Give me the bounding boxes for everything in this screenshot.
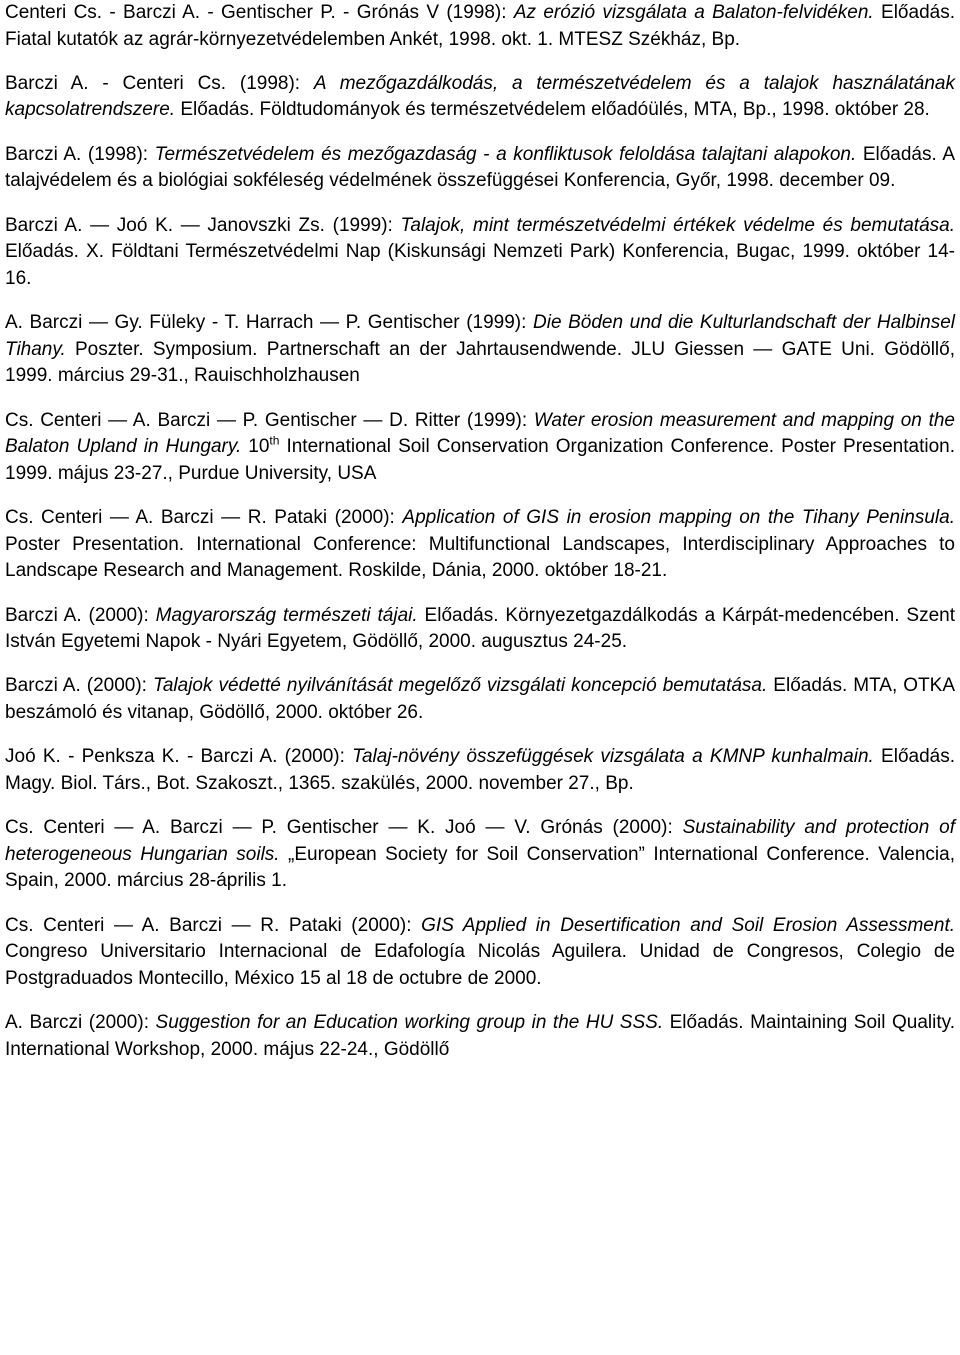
reference-entry-4 <box>5 213 955 293</box>
reference-authors: Barczi A. (2000): <box>5 675 153 697</box>
reference-entry-12 <box>5 913 955 993</box>
reference-entry-11 <box>5 815 955 895</box>
reference-details: International Soil Conservation Organization Conference. Poster Presentation. 1999. május 23-27., Purdue University, USA <box>5 436 955 484</box>
reference-title: Application of GIS in erosion mapping on the Tihany Peninsula. <box>402 507 955 529</box>
reference-authors: Joó K. - Penksza K. - Barczi A. (2000): <box>5 746 353 768</box>
reference-entry-9 <box>5 673 955 726</box>
reference-authors: Barczi A. (2000): <box>5 604 156 626</box>
reference-entry-10 <box>5 744 955 797</box>
reference-authors: Cs. Centeri ― A. Barczi ― R. Pataki (2000): <box>5 914 422 936</box>
reference-details: Előadás. A talajvédelem és a biológiai sokféleség védelmének összefüggései Konferencia, Győr, 1998. december 09. <box>5 143 955 192</box>
reference-details: Congreso Universitario Internacional de Edafología Nicolás Aguilera. Unidad de Congresos, Colegio de Postgraduados Montecillo, México 15 al 18 de octubre de 2000. <box>5 941 955 989</box>
reference-authors: Centeri Cs. - Barczi A. - Gentischer P. - Grónás V (1998): <box>5 2 514 23</box>
reference-authors: A. Barczi ― Gy. Füleky - T. Harrach ― P. Gentischer (1999): <box>5 312 534 334</box>
reference-authors: Cs. Centeri ― A. Barczi ― P. Gentischer ― D. Ritter (1999): <box>5 409 534 431</box>
reference-edition-suffix: th <box>269 433 280 448</box>
reference-entry-3 <box>5 142 955 195</box>
reference-details: Előadás. MTA, OTKA beszámoló és vitanap, Gödöllő, 2000. október 26. <box>5 675 956 723</box>
reference-entry-13 <box>5 1010 955 1063</box>
reference-details: Előadás. Környezetgazdálkodás a Kárpát-medencében. Szent István Egyetemi Napok - Nyári Egyetem, Gödöllő, 2000. augusztus 24-25. <box>5 604 955 653</box>
reference-title: Talajok, mint természetvédelmi értékek védelme és bemutatása. <box>400 214 955 236</box>
reference-title: Die Böden und die Kulturlandschaft der Halbinsel Tihany. <box>5 312 956 360</box>
reference-title: Sustainability and protection of heterogeneous Hungarian soils. <box>5 817 955 865</box>
reference-entry-5 <box>5 310 955 390</box>
reference-title: Az erózió vizsgálata a Balaton-felvidéken. <box>513 2 874 23</box>
reference-entry-2 <box>5 71 955 124</box>
reference-details: Előadás. X. Földtani Természetvédelmi Nap (Kiskunsági Nemzeti Park) Konferencia, Bugac, 1999. október 14-16. <box>5 241 955 289</box>
reference-title: Talaj-növény összefüggések vizsgálata a KMNP kunhalmain. <box>352 746 874 768</box>
reference-title: Suggestion for an Education working group in the HU SSS. <box>155 1012 664 1034</box>
reference-authors: Cs. Centeri ― A. Barczi ― R. Pataki (2000): <box>5 507 403 529</box>
reference-entry-6 <box>5 408 955 488</box>
reference-authors: Barczi A. - Centeri Cs. (1998): <box>5 72 314 94</box>
reference-entry-1 <box>5 0 955 53</box>
reference-title: Természetvédelem és mezőgazdaság - a konfliktusok feloldása talajtani alapokon. <box>154 143 857 165</box>
reference-entry-7 <box>5 505 955 585</box>
reference-details: Előadás. Földtudományok és természetvédelem előadóülés, MTA, Bp., 1998. október 28. <box>175 99 930 121</box>
reference-authors: A. Barczi (2000): <box>5 1012 156 1034</box>
reference-title: A mezőgazdálkodás, a természetvédelem és a talajok használatának kapcsolatrendszere. <box>5 72 955 121</box>
reference-details: „European Society for Soil Conservation” International Conference. Valencia, Spain, 2000. március 28-április 1. <box>5 843 955 892</box>
reference-details: Poszter. Symposium. Partnerschaft an der Jahrtausendwende. JLU Giessen ― GATE Uni. Gödöllő, 1999. március 29-31., Rauischholzhausen <box>5 338 955 387</box>
reference-details: Poster Presentation. International Conference: Multifunctional Landscapes, Interdisciplinary Approaches to Landscape Research and Management. Roskilde, Dánia, 2000. október 18-21. <box>5 533 955 582</box>
reference-authors: Cs. Centeri ― A. Barczi ― P. Gentischer ― K. Joó ― V. Grónás (2000): <box>5 817 683 839</box>
reference-details: Előadás. Magy. Biol. Társ., Bot. Szakoszt., 1365. szakülés, 2000. november 27., Bp. <box>5 746 955 794</box>
reference-title: Water erosion measurement and mapping on the Balaton Upland in Hungary. <box>5 409 955 458</box>
reference-title: Magyarország természeti tájai. <box>155 604 418 626</box>
reference-edition-number: 10 <box>241 436 270 458</box>
reference-details: Előadás. Maintaining Soil Quality. International Workshop, 2000. május 22-24., Gödöllő <box>5 1012 955 1060</box>
reference-title: GIS Applied in Desertification and Soil Erosion Assessment. <box>421 914 955 936</box>
reference-authors: Barczi A. ― Joó K. ― Janovszki Zs. (1999): <box>5 214 401 236</box>
reference-title: Talajok védetté nyilvánítását megelőző vizsgálati koncepció bemutatása. <box>152 675 768 697</box>
reference-entry-8 <box>5 603 955 656</box>
reference-details: Előadás. Fiatal kutatók az agrár-környezetvédelemben Ankét, 1998. okt. 1. MTESZ Székház, Bp. <box>5 2 955 50</box>
reference-authors: Barczi A. (1998): <box>5 143 155 165</box>
